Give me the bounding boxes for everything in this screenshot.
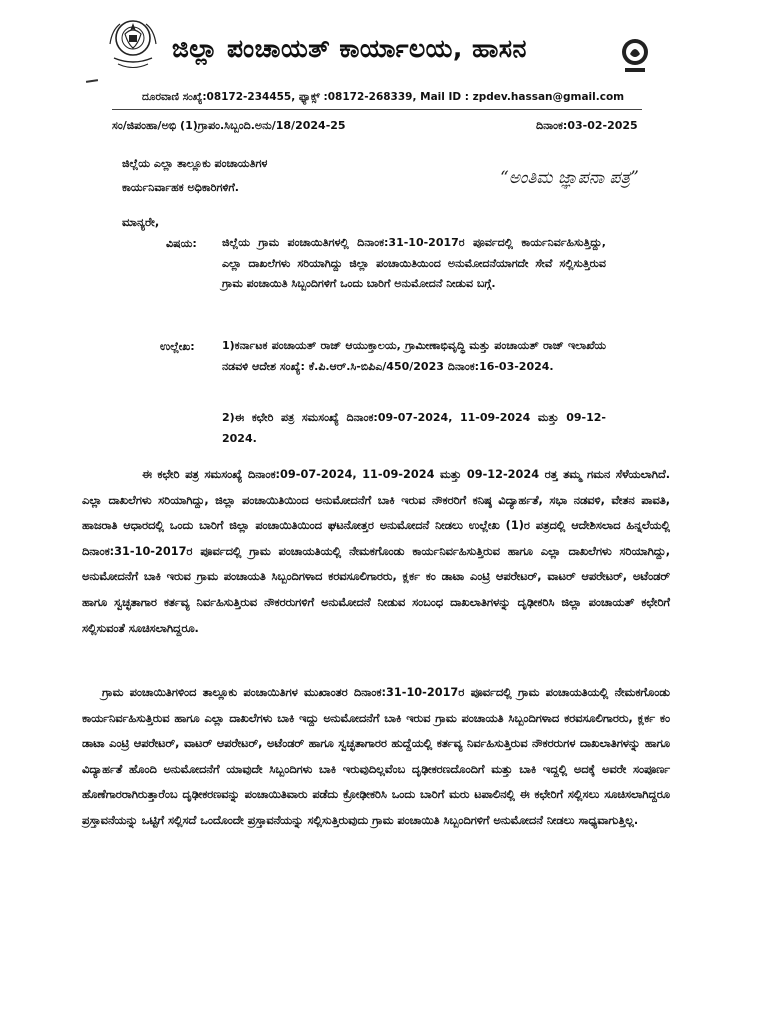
- reference-number: ಸಂ/ಜಿಪಂಹಾ/ಅಭಿ (1)ಗ್ರಾಪಂ.ಸಿಬ್ಬಂದಿ.ಅನು/18/2024-25: [112, 119, 346, 132]
- office-title: ಜಿಲ್ಲಾ ಪಂಚಾಯತ್ ಕಾರ್ಯಾಲಯ, ಹಾಸನ: [172, 34, 527, 63]
- addressee-line-2: ಕಾರ್ಯನಿರ್ವಾಹಕ ಅಧಿಕಾರಿಗಳಿಗೆ.: [122, 181, 239, 194]
- subject-text: ಜಿಲ್ಲೆಯ ಗ್ರಾಮ ಪಂಚಾಯಿತಿಗಳಲ್ಲಿ ದಿನಾಂಕ:31-10-2017ರ ಪೂರ್ವದಲ್ಲಿ ಕಾರ್ಯನಿರ್ವಹಿಸುತ್ತಿದ್ದು, ಎಲ್ಲಾ ದಾಖಲೆಗಳು ಸರಿಯಾಗಿದ್ದು ಜಿಲ್ಲಾ ಪಂಚಾಯಿತಿಯಿಂದ ಅನುಮೋದನೆಯಾಗದೇ ಸೇವೆ ಸಲ್ಲಿಸುತ್ತಿರುವ ಗ್ರಾಮ ಪಂಚಾಯಿತಿ ಸಿಬ್ಬಂದಿಗಳಿಗೆ ಒಂದು ಬಾರಿಗೆ ಅನುಮೋದನೆ ನೀಡುವ ಬಗ್ಗೆ.: [222, 236, 606, 290]
- contact-line: ದೂರವಾಣಿ ಸಂಖ್ಯೆ:08172-234455, ಫ್ಯಾಕ್ಸ್ :08172-268339, Mail ID : zpdev.hassan@gmail.com: [142, 91, 625, 103]
- margin-mark: [86, 79, 98, 83]
- karnataka-emblem-icon: [108, 14, 158, 76]
- body-paragraph-2: ಗ್ರಾಮ ಪಂಚಾಯಿತಿಗಳಿಂದ ತಾಲ್ಲೂಕು ಪಂಚಾಯಿತಿಗಳ ಮುಖಾಂತರ ದಿನಾಂಕ:31-10-2017ರ ಪೂರ್ವದಲ್ಲಿ ಗ್ರಾಮ ಪಂಚಾಯತಿಯಲ್ಲಿ ನೇಮಕಗೊಂಡು ಕಾರ್ಯನಿರ್ವಹಿಸುತ್ತಿರುವ ಹಾಗೂ ಎಲ್ಲಾ ದಾಖಲೆಗಳು ಬಾಕಿ ಇದ್ದು ಅನುಮೋದನೆಗೆ ಬಾಕಿ ಇರುವ ಗ್ರಾಮ ಪಂಚಾಯತಿ ಸಿಬ್ಬಂದಿಗಳಾದ ಕರವಸೂಲಿಗಾರರು, ಕ್ಲರ್ಕ ಕಂ ಡಾಟಾ ಎಂಟ್ರಿ ಆಪರೇಟರ್, ವಾಟರ್ ಆಪರೇಟರ್, ಅಟೆಂಡರ್ ಹಾಗೂ ಸ್ವಚ್ಛತಾಗಾರರ ಹುದ್ದೆಯಲ್ಲಿ ಕರ್ತವ್ಯ ನಿರ್ವಹಿಸುತ್ತಿರುವ ನೌಕರರುಗಳ ದಾಖಲಾತಿಗಳನ್ನು ಹಾಗೂ ವಿದ್ಯಾರ್ಹತೆ ಹೊಂದಿ ಅನುಮೋದನೆಗೆ ಯಾವುದೇ ಸಿಬ್ಬಂದಿಗಳು ಬಾಕಿ ಇರುವುದಿಲ್ಲವೆಂಬ ದೃಢೀಕರಣದೊಂದಿಗೆ ಮತ್ತು ಬಾಕಿ ಇದ್ದಲ್ಲಿ ಅದಕ್ಕೆ ಅವರೇ ಸಂಪೂರ್ಣ ಹೊಣೆಗಾರರಾಗಿರುತ್ತಾರೆಂಬ ದೃಢೀಕರಣವನ್ನು ಪಂಚಾಯಿತಿವಾರು ಪಡೆದು ಕ್ರೋಢೀಕರಿಸಿ ಒಂದು ಬಾರಿಗೆ ಮರು ಟಪಾಲಿನಲ್ಲಿ ಈ ಕಛೇರಿಗೆ ಸಲ್ಲಿಸಲು ಸೂಚಿಸಲಾಗಿದ್ದರೂ ಪ್ರಸ್ತಾವನೆಯನ್ನು ಒಟ್ಟಿಗೆ ಸಲ್ಲಿಸದೆ ಒಂದೊಂದೇ ಪ್ರಸ್ತಾವನೆಯನ್ನು ಸಲ್ಲಿಸುತ್ತಿರುವುದು ಗ್ರಾಮ ಪಂಚಾಯಿತಿ ಸಿಬ್ಬಂದಿಗಳಿಗೆ ಅನುಮೋದನೆ ನೀಡಲು ಸಾಧ್ಯವಾಗುತ್ತಿಲ್ಲ.: [82, 686, 670, 827]
- letter-date: ದಿನಾಂಕ:03-02-2025: [536, 119, 638, 132]
- reference-item-1: 1)ಕರ್ನಾಟಕ ಪಂಚಾಯತ್ ರಾಜ್ ಆಯುಕ್ತಾಲಯ, ಗ್ರಾಮೀಣಾಭಿವೃದ್ಧಿ ಮತ್ತು ಪಂಚಾಯತ್ ರಾಜ್ ಇಲಾಖೆಯ ನಡವಳಿ ಆದೇಶ ಸಂಖ್ಯೆ: ಕೆ.ಪಿ.ಆರ್.ಸಿ-ಬಿಪಿಎ/450/2023 ದಿನಾಂಕ:16-03-2024.: [222, 339, 606, 373]
- reference-label: ಉಲ್ಲೇಖ:: [160, 340, 195, 353]
- body-paragraph-1: ಈ ಕಛೇರಿ ಪತ್ರ ಸಮಸಂಖ್ಯೆ ದಿನಾಂಕ:09-07-2024, 11-09-2024 ಮತ್ತು 09-12-2024 ರತ್ತ ತಮ್ಮ ಗಮನ ಸೆಳೆಯಲಾಗಿದೆ. ಎಲ್ಲಾ ದಾಖಲೆಗಳು ಸರಿಯಾಗಿದ್ದು, ಜಿಲ್ಲಾ ಪಂಚಾಯಿತಿಯಿಂದ ಅನುಮೋದನೆಗೆ ಬಾಕಿ ಇರುವ ನೌಕರರಿಗೆ ಕನಿಷ್ಠ ವಿದ್ಯಾರ್ಹತೆ, ಸಭಾ ನಡವಳಿ, ವೇತನ ಪಾವತಿ, ಹಾಜರಾತಿ ಆಧಾರದಲ್ಲಿ ಒಂದು ಬಾರಿಗೆ ಜಿಲ್ಲಾ ಪಂಚಾಯಿತಿಯಿಂದ ಘಟನೋತ್ತರ ಅನುಮೋದನೆ ನೀಡಲು ಉಲ್ಲೇಖ (1)ರ ಪತ್ರದಲ್ಲಿ ಆದೇಶಿಸಲಾದ ಹಿನ್ನಲೆಯಲ್ಲಿ ದಿನಾಂಕ:31-10-2017ರ ಪೂರ್ವದಲ್ಲಿ ಗ್ರಾಮ ಪಂಚಾಯತಿಯಲ್ಲಿ ನೇಮಕಗೊಂಡು ಕಾರ್ಯನಿರ್ವಹಿಸುತ್ತಿರುವ ಹಾಗೂ ಎಲ್ಲಾ ದಾಖಲೆಗಳು ಸರಿಯಾಗಿದ್ದು, ಅನುಮೋದನೆಗೆ ಬಾಕಿ ಇರುವ ಗ್ರಾಮ ಪಂಚಾಯತಿ ಸಿಬ್ಬಂದಿಗಳಾದ ಕರವಸೂಲಿಗಾರರು, ಕ್ಲರ್ಕ ಕಂ ಡಾಟಾ ಎಂಟ್ರಿ ಆಪರೇಟರ್, ವಾಟರ್ ಆಪರೇಟರ್, ಅಟೆಂಡರ್ ಹಾಗೂ ಸ್ವಚ್ಛತಾಗಾರ ಕರ್ತವ್ಯ ನಿರ್ವಹಿಸುತ್ತಿರುವ ನೌಕರರುಗಳಿಗೆ ಅನುಮೋದನೆ ನೀಡುವ ಸಂಬಂಧ ದಾಖಲಾತಿಗಳನ್ನು ದೃಢೀಕರಿಸಿ ಜಿಲ್ಲಾ ಪಂಚಾಯತ್ ಕಛೇರಿಗೆ ಸಲ್ಲಿಸುವಂತೆ ಸೂಚಿಸಲಾಗಿದ್ದರೂ.: [82, 468, 670, 635]
- handwritten-note: “ಅಂತಿಮ ಜ್ಞಾಪನಾ ಪತ್ರ”: [500, 168, 639, 188]
- hassan-district-seal-icon: [620, 36, 650, 78]
- header-divider: [112, 109, 642, 110]
- reference-item-2: 2)ಈ ಕಛೇರಿ ಪತ್ರ ಸಮಸಂಖ್ಯೆ ದಿನಾಂಕ:09-07-2024, 11-09-2024 ಮತ್ತು 09-12-2024.: [222, 411, 606, 445]
- addressee-line-1: ಜಿಲ್ಲೆಯ ಎಲ್ಲಾ ತಾಲ್ಲೂಕು ಪಂಚಾಯತಿಗಳ: [122, 157, 268, 170]
- salutation: ಮಾನ್ಯರೇ,: [122, 215, 160, 229]
- subject-label: ವಿಷಯ:: [166, 237, 197, 250]
